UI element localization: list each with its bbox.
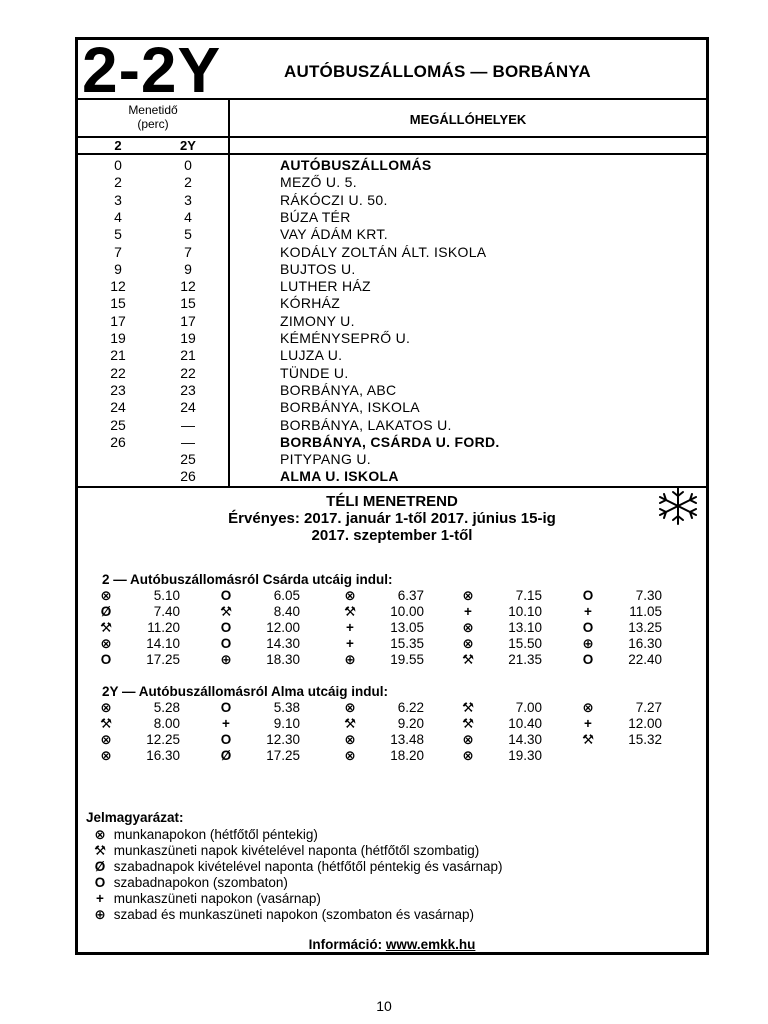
stop-time-2y: 23 [180,381,196,398]
stop-time-2: 0 [114,157,122,173]
stop-row [78,244,706,261]
departure-cell [580,700,698,716]
legend-text: munkanapokon (hétfőtől péntekig) [113,827,318,842]
departure-time: 16.30 [628,636,662,651]
stop-name: BUJTOS U. [280,260,356,277]
departure-cell [342,732,460,748]
legend-item [90,827,318,843]
stop-time-2: 2 [114,174,122,191]
departure-cell [580,652,698,668]
departure-time: 8.40 [273,604,300,619]
departure-time: 8.00 [153,716,180,731]
departure-symbol: Ø [100,604,112,619]
departure-time: 13.05 [390,620,424,635]
departure-time: 21.35 [508,652,542,667]
stop-row [78,157,706,174]
legend-item [90,859,503,875]
legend-symbol: ⚒ [93,843,107,858]
stop-time-2: 4 [114,208,122,225]
stop-time-2: 5 [114,226,122,243]
departure-symbol: ⊗ [462,748,474,763]
legend-text: munkaszüneti napokon (vasárnap) [113,891,321,906]
departure-cell [98,636,216,652]
stop-row [78,330,706,347]
section-divider [78,486,706,488]
departure-cell [460,700,578,716]
stop-name: RÁKÓCZI U. 50. [280,191,388,208]
menetido-label: Menetidő [128,103,178,117]
info-link[interactable]: www.emkk.hu [385,937,476,952]
stop-row [78,313,706,330]
departure-time: 22.40 [628,652,662,667]
departure-symbol: + [346,620,354,635]
stop-time-2: 15 [110,295,126,312]
stop-time-2: 25 [110,416,126,433]
departure-symbol: ⚒ [99,620,113,635]
departure-cell [460,716,578,732]
departure-time: 7.00 [515,700,542,715]
stop-row [78,451,706,468]
timetable-header [78,34,706,106]
departure-time: 7.30 [635,588,662,603]
departure-cell [98,588,216,604]
departure-symbol: ⊗ [100,636,112,651]
departure-time: 9.10 [273,716,300,731]
departure-time: 19.30 [508,748,542,763]
departure-symbol: ⚒ [343,716,357,731]
departure-cell [98,604,216,620]
legend-item [90,907,474,923]
stop-name: BORBÁNYA, ISKOLA [280,399,420,416]
departure-time: 13.10 [508,620,542,635]
departure-symbol: ⚒ [461,716,475,731]
col-2-label: 2 [114,138,122,153]
departure-cell [98,716,216,732]
legend-item [90,843,479,859]
departure-cell [218,636,336,652]
stop-time-2y: 26 [180,468,196,485]
stop-row [78,417,706,434]
legend-text: munkaszüneti napok kivételével naponta (hétfőtől szombatig) [113,843,480,858]
departure-time: 6.05 [273,588,300,603]
route-subheader [78,138,706,155]
departure-symbol: ⚒ [461,700,475,715]
departure-symbol: O [220,700,232,715]
stop-row [78,399,706,416]
departure-cell [342,652,460,668]
stop-row [78,261,706,278]
departure-cell [98,700,216,716]
departure-symbol: O [220,732,232,747]
departure-symbol: ⚒ [219,604,233,619]
departure-cell [98,748,216,764]
departure-cell [218,700,336,716]
legend-item [90,875,288,891]
stop-time-2y: 15 [180,295,196,312]
departure-symbol: ⊕ [220,652,232,667]
stop-row [78,434,706,451]
departure-time: 14.30 [266,636,300,651]
departure-cell [580,620,698,636]
stop-time-2y: 3 [184,191,192,208]
timetable-frame [75,34,709,955]
departure-time: 12.00 [266,620,300,635]
departure-time: 18.20 [390,748,424,763]
legend-symbol: ⊗ [94,827,106,842]
legend-title: Jelmagyarázat: [86,810,184,825]
stop-time-2y: 22 [180,364,196,381]
departure-cell [218,732,336,748]
stop-name: BORBÁNYA, LAKATOS U. [280,416,452,433]
departure-symbol: ⊗ [344,748,356,763]
departure-symbol: + [584,716,592,731]
stop-time-2y: — [181,416,195,433]
departure-cell [460,652,578,668]
departure-time: 15.50 [508,636,542,651]
stop-time-2y: 21 [180,347,196,364]
stop-name: BÚZA TÉR [280,208,351,225]
departure-symbol: + [584,604,592,619]
stop-name: VAY ÁDÁM KRT. [280,226,388,243]
stop-name: BORBÁNYA, ABC [280,381,397,398]
departure-symbol: Ø [220,748,232,763]
stop-time-2y: 4 [184,208,192,225]
departure-symbol: + [346,636,354,651]
stop-time-2y: 7 [184,243,192,260]
departure-symbol: ⊗ [100,700,112,715]
megallohelyek-heading: MEGÁLLÓHELYEK [409,112,527,127]
legend-item [90,891,321,907]
departure-symbol: ⊗ [344,700,356,715]
departure-symbol: ⊗ [462,620,474,635]
stop-time-2: 26 [110,433,126,450]
departure-symbol: ⊗ [462,636,474,651]
departure-cell [460,620,578,636]
departure-symbol: O [582,620,594,635]
stop-time-2: 7 [114,243,122,260]
departure-symbol: ⊗ [344,732,356,747]
departure-symbol: ⊗ [462,732,474,747]
departure-symbol: ⊗ [344,588,356,603]
departure-cell [460,748,578,764]
departure-cell [98,620,216,636]
departure-cell [342,636,460,652]
stop-name: BORBÁNYA, CSÁRDA U. FORD. [280,433,500,450]
departure-time: 11.20 [147,620,180,635]
stop-time-2: 23 [110,381,126,398]
stop-time-2y: 5 [184,226,192,243]
info-line [78,937,706,952]
departure-time: 9.20 [397,716,424,731]
stop-time-2: 21 [110,347,126,364]
stop-row [78,365,706,382]
stop-name: MEZŐ U. 5. [280,174,357,191]
stop-row [78,347,706,364]
departure-time: 19.55 [390,652,424,667]
page-number: 10 [376,998,392,1014]
departure-symbol: O [220,636,232,651]
stop-row [78,278,706,295]
departure-time: 10.40 [508,716,542,731]
stop-time-2y: 24 [180,399,196,416]
perc-label: (perc) [137,117,169,131]
stop-name: KODÁLY ZOLTÁN ÁLT. ISKOLA [280,243,487,260]
departures-2-title: 2 — Autóbuszállomásról Csárda utcáig indul: [102,572,393,587]
departure-time: 12.00 [628,716,662,731]
stop-time-2y: 25 [180,451,196,468]
departure-cell [342,700,460,716]
departure-cell [342,620,460,636]
stop-time-2y: 19 [180,330,196,346]
departure-time: 13.48 [390,732,424,747]
stop-name: KÉMÉNYSEPRŐ U. [280,330,411,346]
legend-text: szabadnapok kivételével naponta (hétfőtől péntekig és vasárnap) [113,859,503,874]
departure-symbol: ⚒ [343,604,357,619]
stop-name: TÜNDE U. [280,364,349,381]
legend-symbol: + [96,891,104,906]
departure-time: 5.10 [153,588,180,603]
stop-row [78,192,706,209]
info-label: Információ: [308,937,383,952]
departure-cell [580,588,698,604]
stop-time-2: 9 [114,260,122,277]
season-title: TÉLI MENETREND [326,493,458,510]
stop-time-2: 22 [110,364,126,381]
departure-time: 10.00 [390,604,424,619]
stop-row [78,209,706,226]
stop-time-2: 3 [114,191,122,208]
stop-time-2y: 17 [180,312,196,329]
departure-symbol: ⊗ [462,588,474,603]
departure-cell [460,732,578,748]
stop-name: AUTÓBUSZÁLLOMÁS [280,157,432,173]
departure-time: 10.10 [508,604,542,619]
snowflake-icon [652,486,704,526]
departure-time: 15.32 [628,732,662,747]
departure-time: 6.37 [397,588,424,603]
stop-time-2y: 12 [180,278,196,295]
stop-time-2y: 2 [184,174,192,191]
departure-symbol: ⊗ [100,732,112,747]
departure-cell [580,716,698,732]
departure-symbol: ⊗ [100,748,112,763]
legend-symbol: Ø [94,859,106,874]
menetido-heading [78,103,228,131]
departure-cell [218,604,336,620]
departure-cell [460,636,578,652]
departure-cell [580,732,698,748]
route-number: 2-2Y [82,34,222,106]
departure-cell [218,748,336,764]
stop-name: KÓRHÁZ [280,295,341,312]
legend-text: szabad és munkaszüneti napokon (szombaton és vasárnap) [113,907,474,922]
route-title: AUTÓBUSZÁLLOMÁS — BORBÁNYA [284,62,591,81]
departure-time: 17.25 [266,748,300,763]
departure-time: 17.25 [146,652,180,667]
stop-row [78,468,706,485]
departure-time: 14.10 [146,636,180,651]
departure-symbol: ⊕ [344,652,356,667]
column-header [78,100,706,138]
departure-symbol: O [100,652,112,667]
departure-symbol: + [222,716,230,731]
departure-cell [342,588,460,604]
departure-time: 7.40 [153,604,180,619]
departure-time: 18.30 [266,652,300,667]
stop-row [78,226,706,243]
stop-time-2: 19 [110,330,126,346]
legend-text: szabadnapokon (szombaton) [113,875,288,890]
departure-time: 6.22 [397,700,424,715]
stop-time-2: 17 [110,312,126,329]
departure-cell [218,652,336,668]
stop-name: LUJZA U. [280,347,343,364]
departure-symbol: ⊗ [100,588,112,603]
season-valid-2: 2017. szeptember 1-től [311,527,473,544]
stop-row [78,382,706,399]
season-block [78,493,706,544]
departure-cell [580,604,698,620]
departure-cell [218,588,336,604]
legend-symbol: ⊕ [94,907,106,922]
legend-symbol: O [94,875,106,890]
stop-time-2: 12 [110,278,126,295]
departure-symbol: ⚒ [99,716,113,731]
stop-time-2: 24 [110,399,126,416]
stops-table [78,157,706,487]
stop-time-2y: 0 [184,157,192,173]
departure-time: 7.27 [635,700,662,715]
departure-cell [460,588,578,604]
departure-cell [218,716,336,732]
season-valid-1: Érvényes: 2017. január 1-től 2017. június 15-ig [228,510,556,527]
departure-time: 5.38 [273,700,300,715]
departure-symbol: + [464,604,472,619]
departure-cell [580,636,698,652]
departure-time: 5.28 [153,700,180,715]
departure-cell [98,652,216,668]
departure-time: 11.05 [629,604,662,619]
departure-symbol: ⊗ [582,700,594,715]
stop-name: ALMA U. ISKOLA [280,468,399,485]
departure-symbol: ⊕ [582,636,594,651]
stop-name: LUTHER HÁZ [280,278,371,295]
departure-time: 12.30 [266,732,300,747]
departure-symbol: O [220,620,232,635]
departure-cell [98,732,216,748]
departure-time: 15.35 [390,636,424,651]
stop-time-2y: — [181,433,195,450]
stop-name: ZIMONY U. [280,312,355,329]
stop-row [78,295,706,312]
departure-symbol: O [582,652,594,667]
departure-cell [460,604,578,620]
departure-time: 12.25 [146,732,180,747]
stop-row [78,174,706,191]
departure-symbol: O [582,588,594,603]
departure-symbol: ⚒ [461,652,475,667]
departure-cell [342,716,460,732]
stop-name: PITYPANG U. [280,451,371,468]
col-2y-label: 2Y [180,138,196,153]
departure-symbol: ⚒ [581,732,595,747]
departure-symbol: O [220,588,232,603]
departure-time: 7.15 [515,588,542,603]
departure-time: 13.25 [628,620,662,635]
departure-time: 16.30 [146,748,180,763]
departure-cell [342,604,460,620]
departure-cell [342,748,460,764]
departure-time: 14.30 [508,732,542,747]
departure-cell [218,620,336,636]
stop-time-2y: 9 [184,260,192,277]
departures-2y-title: 2Y — Autóbuszállomásról Alma utcáig indul: [102,684,389,699]
